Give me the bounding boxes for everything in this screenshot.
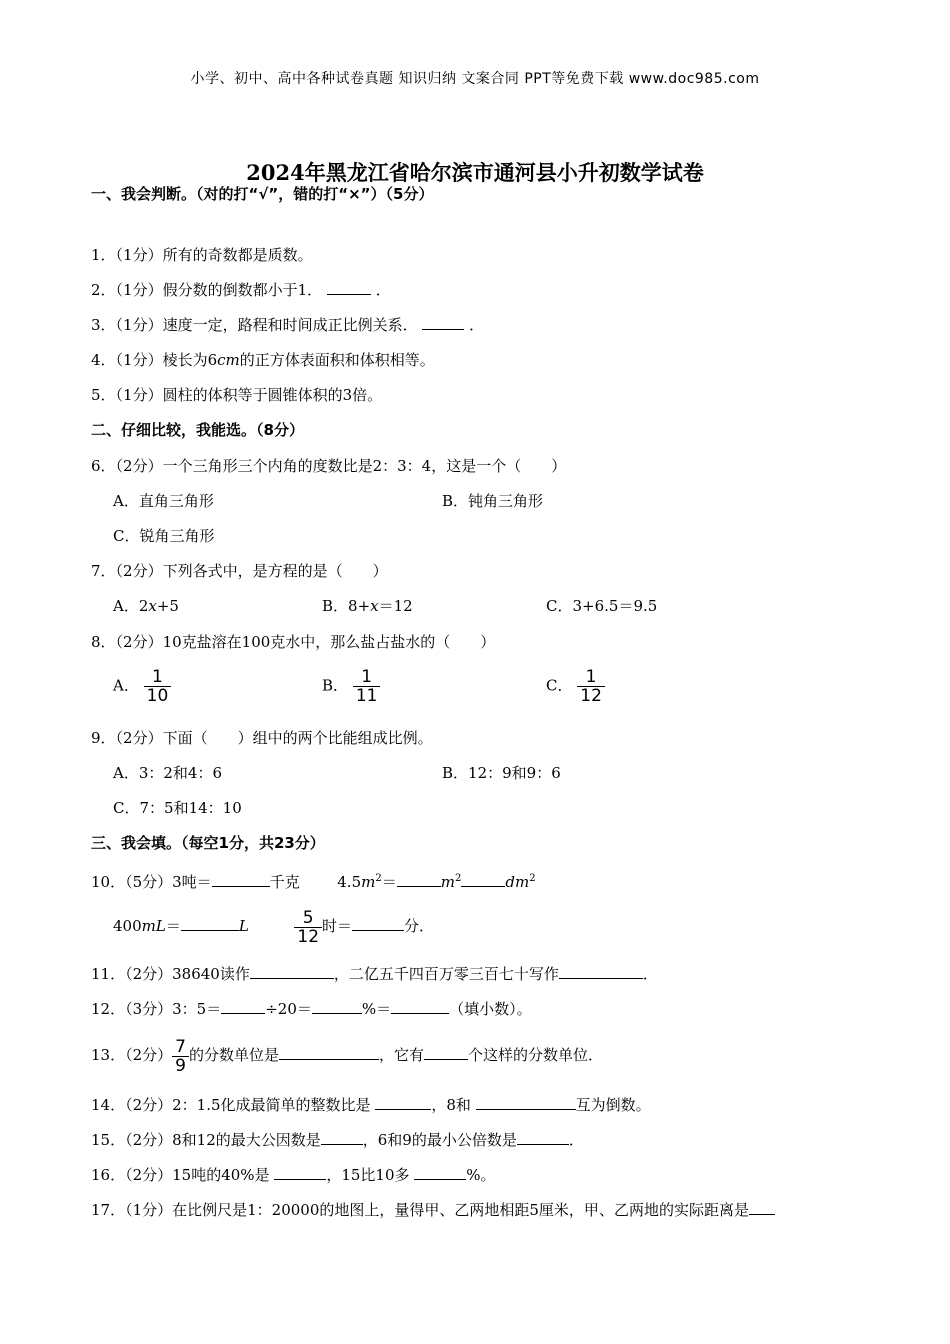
q11-mid: ，二亿五千四百万零三百七十写作: [333, 965, 559, 983]
fraction: [294, 909, 322, 946]
q10-minutes: 分．: [404, 917, 435, 935]
numerator: 1: [152, 667, 163, 687]
question-2: [91, 280, 391, 300]
answer-blank: [517, 1130, 569, 1145]
unit-ml: mL: [141, 917, 166, 935]
numerator: 7: [175, 1036, 186, 1057]
answer-blank: [221, 999, 265, 1014]
site-header: 小学、初中、高中各种试卷真题 知识归纳 文案合同 PPT等免费下载 www.doc985.com: [190, 71, 760, 87]
var-x: x: [148, 597, 157, 615]
question-7: 7．（2分）下列各式中，是方程的是（ ）: [91, 562, 388, 580]
answer-blank: [461, 872, 505, 887]
question-1: 1．（1分）所有的奇数都是质数。: [91, 246, 313, 264]
q10-area: 4.5: [337, 873, 362, 891]
answer-blank: [279, 1045, 379, 1060]
q8b-label: B．: [322, 676, 349, 695]
q10-unit-kg: 千克: [269, 873, 300, 891]
fraction: [577, 668, 605, 705]
question-17: [91, 1200, 775, 1220]
q10-equals: ＝: [165, 917, 181, 935]
answer-blank: [181, 916, 239, 931]
q14-mid: ，8和: [431, 1096, 476, 1114]
q10-volume: 400: [113, 917, 142, 935]
q12-percent: %＝: [361, 1000, 392, 1018]
question-3-text: 3．（1分）速度一定，路程和时间成正比例关系．: [91, 316, 418, 334]
q13-unit: 的分数单位是: [188, 1046, 279, 1064]
question-5: 5．（1分）圆柱的体积等于圆锥体积的3倍。: [91, 386, 383, 404]
question-14: [91, 1095, 651, 1115]
q14-text: 14．（2分）2：1.5化成最简单的整数比是: [91, 1096, 376, 1114]
q10-hours: 时＝: [322, 917, 353, 935]
answer-blank: [559, 964, 643, 979]
unit-m: m: [440, 873, 455, 891]
q15-mid: ，6和9的最小公倍数是: [362, 1131, 517, 1149]
exponent: 2: [375, 873, 382, 884]
q8-option-c[interactable]: [546, 668, 605, 705]
q17-text: 17．（1分）在比例尺是1：20000的地图上，量得甲、乙两地相距5厘米，甲、乙两地的实际距离是: [91, 1201, 749, 1219]
q6-option-a[interactable]: A．直角三角形: [113, 492, 214, 510]
q13-text: 13．（2分）: [91, 1046, 173, 1064]
q7-option-c[interactable]: C．3+6.5＝9.5: [546, 597, 658, 615]
q10-text: 10．（5分）3吨＝: [91, 873, 212, 891]
q15-end: ．: [568, 1131, 584, 1149]
denominator: 10: [144, 686, 172, 705]
numerator: 1: [585, 667, 597, 687]
unit-m: m: [361, 873, 376, 891]
question-9: 9．（2分）下面（ ）组中的两个比能组成比例。: [91, 729, 433, 747]
answer-blank: [476, 1095, 576, 1110]
answer-blank: [321, 1130, 363, 1145]
answer-blank: [274, 1165, 326, 1180]
question-10: [91, 869, 536, 892]
q15-text: 15．（2分）8和12的最大公因数是: [91, 1131, 321, 1149]
question-13: [91, 1034, 603, 1076]
q10-equals: ＝: [381, 873, 397, 891]
q16-end: %。: [466, 1166, 496, 1184]
unit-cm: cm: [217, 351, 240, 369]
q13-end: 个这样的分数单位．: [468, 1046, 604, 1064]
question-2-text: 2．（1分）假分数的倒数都小于1．: [91, 281, 323, 299]
exponent: 2: [529, 873, 536, 884]
exponent: 2: [454, 873, 462, 884]
section-1-heading: 一、我会判断。（对的打“√”，错的打“×”）（5分）: [91, 185, 434, 203]
question-3-end: ．: [469, 316, 485, 334]
q9-option-a[interactable]: A．3：2和4：6: [113, 764, 223, 782]
q6-option-b[interactable]: B．钝角三角形: [442, 492, 544, 510]
q7b-suffix: ＝12: [378, 597, 413, 615]
q12-end: （填小数）。: [449, 1000, 532, 1018]
unit-dm: dm: [505, 873, 530, 891]
question-6: 6．（2分）一个三角形三个内角的度数比是2：3：4，这是一个（ ）: [91, 457, 567, 475]
numerator: 1: [361, 667, 373, 687]
answer-blank: [414, 1165, 466, 1180]
q11-text: 11．（2分）38640读作: [91, 965, 250, 983]
question-3: [91, 315, 484, 335]
question-4-rest: 的正方体表面积和体积相等。: [239, 351, 435, 369]
question-11: [91, 964, 658, 984]
answer-blank: [250, 964, 334, 979]
question-16: [91, 1165, 496, 1185]
question-10-line-2: [113, 905, 434, 947]
q12-div: ÷20＝: [265, 1000, 312, 1018]
q7a-prefix: A．2: [113, 597, 149, 615]
answer-blank: [397, 872, 441, 887]
q9-option-b[interactable]: B．12：9和9：6: [442, 764, 561, 782]
denominator: 11: [353, 686, 381, 705]
q16-text: 16．（2分）15吨的40%是: [91, 1166, 275, 1184]
question-4: [91, 350, 435, 370]
denominator: 9: [172, 1056, 189, 1075]
answer-blank: [424, 1045, 468, 1060]
fraction: [172, 1038, 189, 1075]
q7a-suffix: +5: [156, 597, 179, 615]
answer-blank: [422, 315, 464, 330]
fraction: [144, 668, 172, 705]
q7-option-a[interactable]: [113, 596, 179, 616]
question-8: 8．（2分）10克盐溶在100克水中，那么盐占盐水的（ ）: [91, 633, 496, 651]
answer-blank: [391, 999, 449, 1014]
q8-option-b[interactable]: [322, 668, 380, 705]
q13-mid: ，它有: [378, 1046, 424, 1064]
q16-mid: ，15比10多: [326, 1166, 415, 1184]
answer-blank: [749, 1200, 775, 1215]
question-15: [91, 1130, 584, 1150]
q11-end: ．: [642, 965, 658, 983]
question-2-end: ．: [375, 281, 391, 299]
q9-option-c[interactable]: C．7：5和14：10: [113, 799, 242, 817]
q6-option-c[interactable]: C．锐角三角形: [113, 527, 215, 545]
section-2-heading: 二、仔细比较，我能选。（8分）: [91, 421, 304, 439]
var-x: x: [370, 597, 379, 615]
q7b-prefix: B．8+: [322, 597, 371, 615]
answer-blank: [327, 280, 371, 295]
numerator: 5: [302, 907, 314, 928]
q12-text: 12．（3分）3：5＝: [91, 1000, 222, 1018]
answer-blank: [312, 999, 362, 1014]
denominator: 12: [294, 927, 322, 946]
unit-l: L: [238, 917, 249, 935]
question-4-text: 4．（1分）棱长为6: [91, 351, 218, 369]
q8a-label: A．: [113, 676, 139, 695]
q8c-label: C．: [546, 676, 573, 695]
answer-blank: [212, 872, 270, 887]
fraction: [353, 668, 381, 705]
section-3-heading: 三、我会填。（每空1分，共23分）: [91, 834, 325, 852]
q8-option-a[interactable]: [113, 668, 171, 705]
q14-end: 互为倒数。: [575, 1096, 651, 1114]
question-12: [91, 999, 532, 1019]
answer-blank: [375, 1095, 431, 1110]
denominator: 12: [577, 686, 605, 705]
q7-option-b[interactable]: [322, 596, 413, 616]
exam-title: 2024年黑龙江省哈尔滨市通河县小升初数学试卷: [246, 160, 704, 185]
answer-blank: [352, 916, 404, 931]
